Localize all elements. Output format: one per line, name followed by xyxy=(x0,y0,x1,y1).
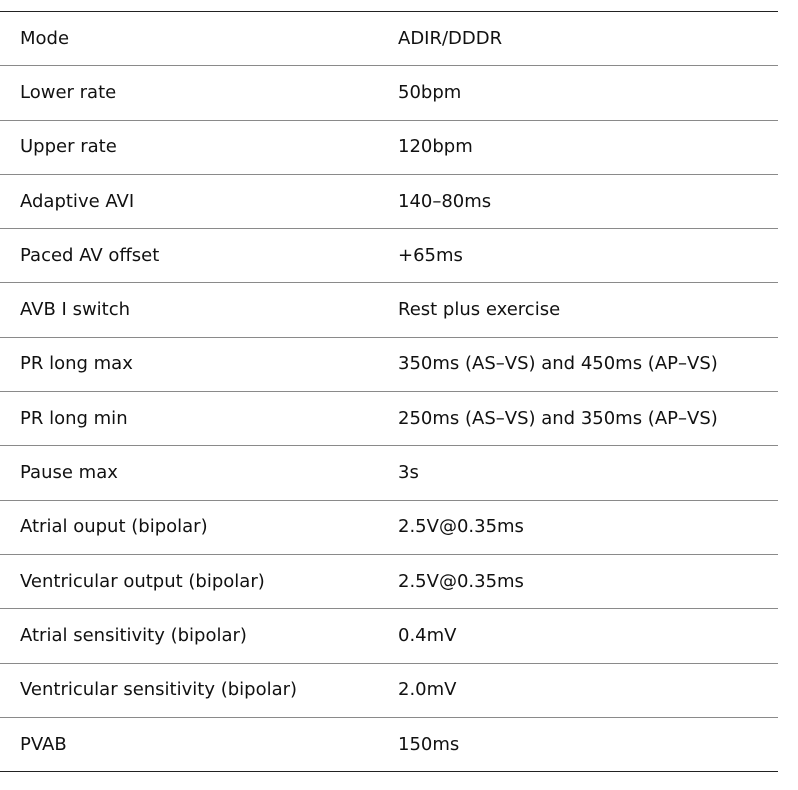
settings-table-container xyxy=(0,11,778,772)
parameter-value: Rest plus exercise xyxy=(390,283,778,337)
parameter-value: +65ms xyxy=(390,229,778,283)
parameter-name: PVAB xyxy=(0,717,390,771)
parameter-value: ADIR/DDDR xyxy=(390,12,778,66)
parameter-value: 2.5V@0.35ms xyxy=(390,500,778,554)
parameter-value: 0.4mV xyxy=(390,609,778,663)
table-row xyxy=(0,500,778,554)
parameter-name: Atrial sensitivity (bipolar) xyxy=(0,609,390,663)
parameter-name: PR long max xyxy=(0,337,390,391)
parameter-name: PR long min xyxy=(0,392,390,446)
table-row xyxy=(0,392,778,446)
parameter-name: Ventricular sensitivity (bipolar) xyxy=(0,663,390,717)
table-row xyxy=(0,663,778,717)
table-row xyxy=(0,717,778,771)
parameter-value: 50bpm xyxy=(390,66,778,120)
parameter-name: AVB I switch xyxy=(0,283,390,337)
parameter-value: 3s xyxy=(390,446,778,500)
table-row xyxy=(0,120,778,174)
parameter-name: Upper rate xyxy=(0,120,390,174)
table-row xyxy=(0,554,778,608)
table-row xyxy=(0,12,778,66)
table-row xyxy=(0,609,778,663)
pacemaker-settings-table xyxy=(0,11,778,772)
parameter-value: 120bpm xyxy=(390,120,778,174)
table-row xyxy=(0,446,778,500)
parameter-name: Atrial ouput (bipolar) xyxy=(0,500,390,554)
table-row xyxy=(0,229,778,283)
parameter-name: Paced AV offset xyxy=(0,229,390,283)
parameter-name: Pause max xyxy=(0,446,390,500)
parameter-name: Mode xyxy=(0,12,390,66)
parameter-value: 250ms (AS–VS) and 350ms (AP–VS) xyxy=(390,392,778,446)
table-row xyxy=(0,283,778,337)
table-row xyxy=(0,66,778,120)
parameter-value: 140–80ms xyxy=(390,174,778,228)
parameter-name: Lower rate xyxy=(0,66,390,120)
parameter-name: Ventricular output (bipolar) xyxy=(0,554,390,608)
parameter-value: 2.5V@0.35ms xyxy=(390,554,778,608)
table-row xyxy=(0,174,778,228)
parameter-value: 2.0mV xyxy=(390,663,778,717)
parameter-value: 150ms xyxy=(390,717,778,771)
table-row xyxy=(0,337,778,391)
parameter-name: Adaptive AVI xyxy=(0,174,390,228)
parameter-value: 350ms (AS–VS) and 450ms (AP–VS) xyxy=(390,337,778,391)
